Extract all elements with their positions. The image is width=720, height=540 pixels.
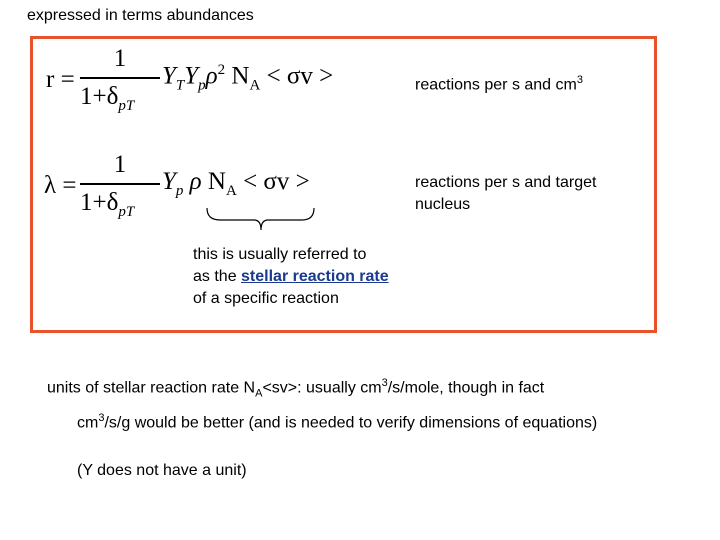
eq1-lhs: r = (46, 66, 75, 93)
eq1-note-text: reactions per s and cm (415, 76, 577, 94)
eq2-y: Y (162, 168, 176, 195)
eq2-lhs: λ = (44, 172, 77, 199)
eq1-numerator: 1 (113, 45, 127, 72)
units-line1-c: /s/mole, though in fact (387, 379, 545, 397)
eq2-sigma-v: < σv > (243, 168, 310, 195)
units-line2-b: /s/g would be better (and is needed to verify dimensions of equations) (104, 413, 598, 431)
units-line2-sup: 3 (98, 411, 105, 424)
eq2-na-sub: A (225, 183, 237, 199)
eq1-factors (162, 62, 333, 94)
eq1-na: N (231, 62, 250, 90)
eq1-rho: ρ (205, 62, 218, 90)
units-line1-sub: A (255, 387, 263, 400)
eq2-note-line1: reactions per s and target (415, 174, 597, 191)
eq2-note (415, 172, 596, 216)
underbrace-icon (206, 206, 316, 238)
eq1-den-sub: pT (118, 98, 135, 114)
stellar-reaction-rate-link[interactable]: stellar reaction rate (241, 268, 389, 285)
eq1-note (415, 69, 583, 96)
eq1-y2-sub: p (198, 77, 206, 94)
eq2-fraction (80, 151, 160, 231)
eq2-y-sub: p (175, 183, 184, 199)
eq2-den-sub: pT (118, 204, 135, 220)
brace-note-prefix: as the (193, 268, 242, 285)
eq2-denominator: 1+δ (80, 189, 119, 216)
eq1-note-sup: 3 (576, 74, 583, 86)
units-line1-sup: 3 (381, 377, 388, 389)
eq1-y1-sub: T (175, 77, 185, 94)
eq2-fraction-bar (80, 183, 160, 185)
eq2-factors (162, 168, 310, 200)
eq1-fraction (80, 45, 160, 125)
eq1-y1: Y (162, 62, 176, 90)
units-line1 (47, 371, 597, 406)
brace-note-line2 (193, 266, 389, 288)
brace-note (193, 244, 389, 310)
units-line2-a: cm (77, 413, 99, 431)
eq1-denominator: 1+δ (80, 83, 119, 110)
eq1-sigma-v: < σv > (266, 62, 334, 90)
units-paragraph (47, 371, 597, 483)
units-line1-b: <sv>: usually cm (262, 379, 382, 397)
units-line3: (Y does not have a unit) (77, 461, 247, 479)
eq2-note-line2: nucleus (415, 196, 471, 213)
slide-title: expressed in terms abundances (27, 7, 254, 24)
eq2-numerator: 1 (113, 151, 127, 178)
brace-note-line3: of a specific reaction (193, 290, 339, 307)
eq1-y2: Y (184, 62, 199, 90)
eq1-fraction-bar (80, 77, 160, 79)
units-line2 (47, 406, 597, 435)
units-line1-a: units of stellar reaction rate N (47, 379, 256, 397)
eq2-rho: ρ (189, 168, 202, 195)
eq2-na: N (207, 168, 226, 195)
brace-note-line1: this is usually referred to (193, 246, 367, 263)
eq1-na-sub: A (249, 77, 261, 94)
eq1-rho-sup: 2 (217, 62, 226, 78)
